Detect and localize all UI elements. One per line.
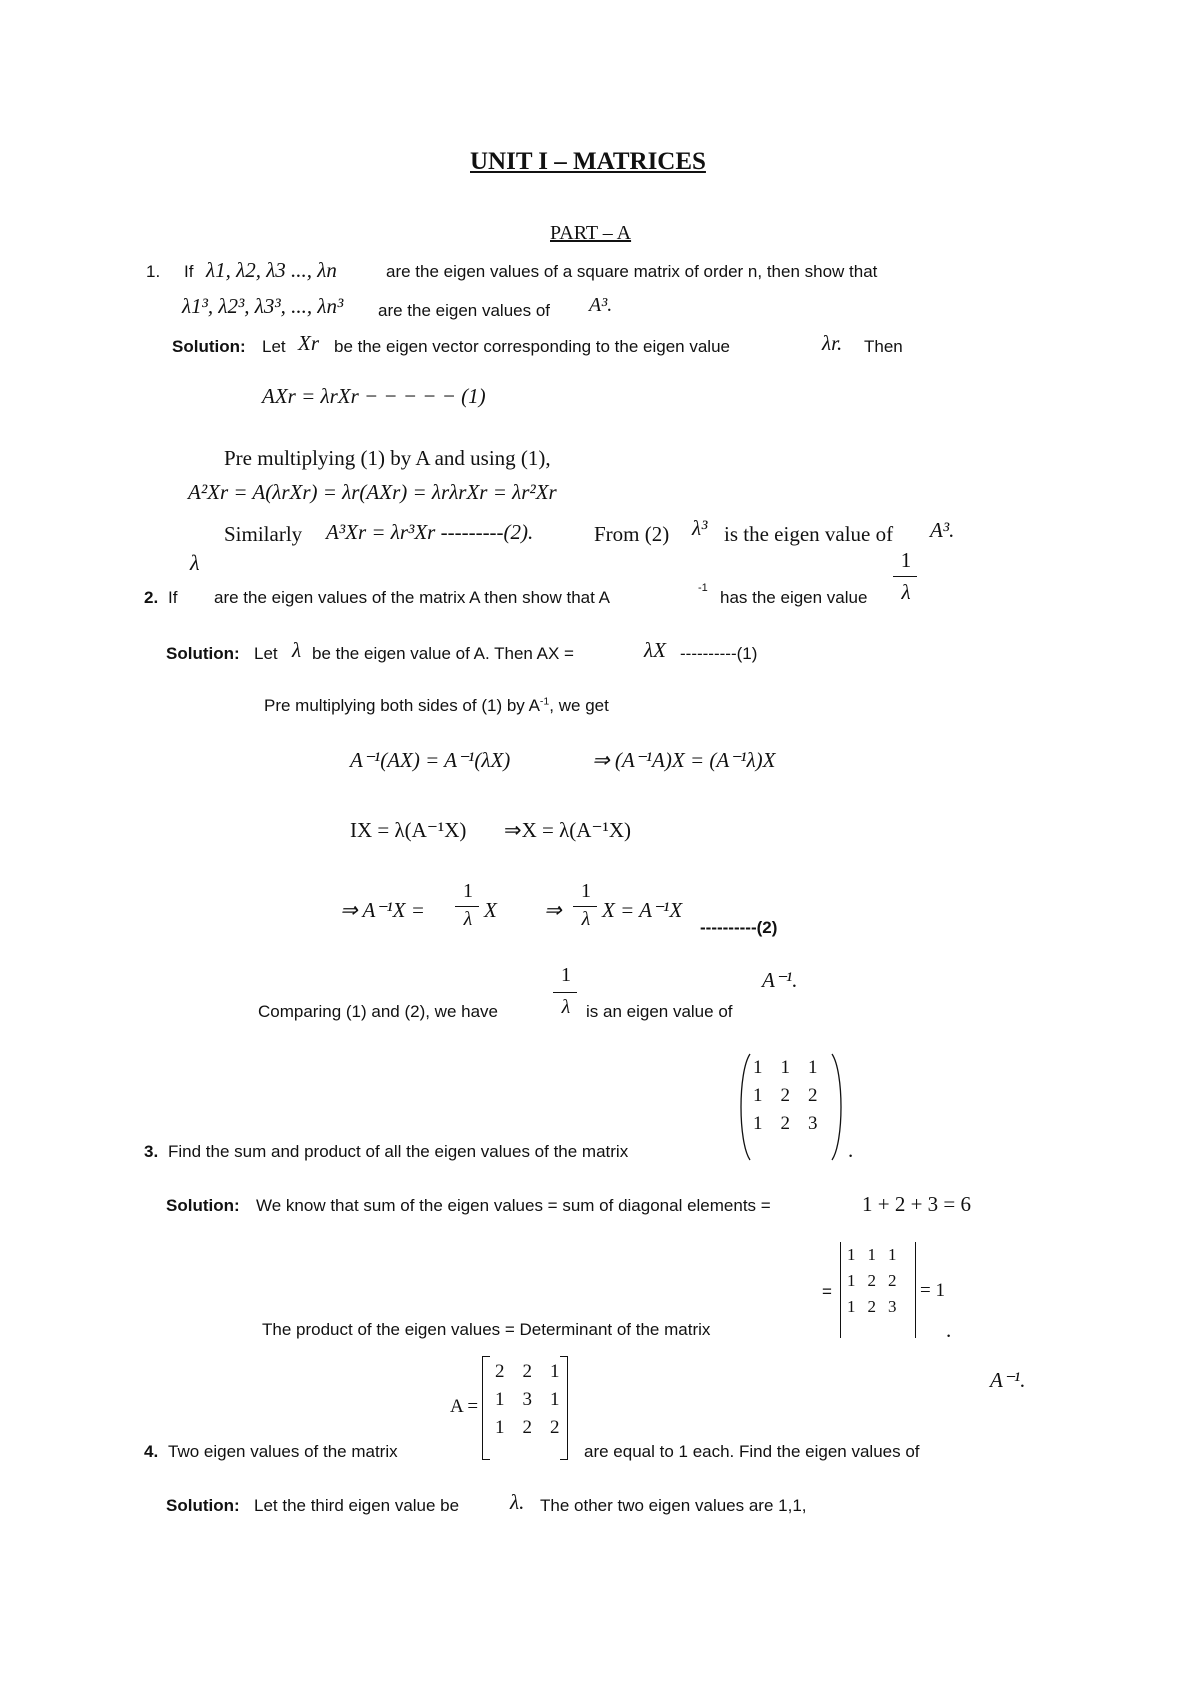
q2-compare: Comparing (1) and (2), we have <box>258 1002 499 1021</box>
q2-sol-eq: ----------(1) <box>680 644 758 663</box>
q1-cubes: λ1³, λ2³, λ3³, ..., λn³ <box>182 294 344 318</box>
q2-stray-lambda: λ <box>190 550 200 575</box>
q1-target: A³. <box>589 294 613 316</box>
q2-line1b: ⇒ (A⁻¹A)X = (A⁻¹λ)X <box>592 748 776 772</box>
q4-m02: 1 <box>550 1361 560 1382</box>
q3-m02: 1 <box>808 1057 818 1078</box>
q1-eq3: A³Xr = λr³Xr ---------(2). <box>326 520 534 544</box>
part-heading: PART – A <box>550 222 632 244</box>
q4-ainv: A⁻¹. <box>990 1368 1026 1392</box>
q4-m01: 2 <box>522 1361 532 1382</box>
q1-text: are the eigen values of a square matrix of order n, then show that <box>386 262 878 281</box>
q2-ainv: A⁻¹. <box>762 968 798 992</box>
q3-determinant <box>840 1242 916 1338</box>
q2-l3b-num: 1 <box>581 880 591 902</box>
q3-m01: 1 <box>780 1057 790 1078</box>
q2-frac-bar <box>893 576 917 577</box>
q4-m11: 3 <box>522 1389 532 1410</box>
q2-line3b-post: X = A⁻¹X <box>602 898 683 922</box>
q3-d02: 1 <box>888 1245 897 1264</box>
q2-text: are the eigen values of the matrix A then show that A <box>214 588 610 607</box>
q2-l3a-den: λ <box>463 908 473 930</box>
q2-line2b: ⇒X = λ(A⁻¹X) <box>504 818 631 842</box>
q2-sol-text2: be the eigen value of A. Then AX = <box>312 644 574 663</box>
q2-compare2: is an eigen value of <box>586 1002 733 1021</box>
q3-d00: 1 <box>847 1245 856 1264</box>
q1-sol-lr: λr. <box>822 331 843 355</box>
q1-number: 1. <box>146 262 161 281</box>
q2-line3a-post: X <box>484 898 497 922</box>
q4-matrix <box>482 1356 568 1460</box>
q2-cmp-num: 1 <box>561 964 571 986</box>
q4-m12: 1 <box>550 1389 560 1410</box>
q2-line3b-pre: ⇒ <box>544 898 562 922</box>
q3-d22: 3 <box>888 1297 897 1316</box>
q3-det-table <box>841 1242 903 1320</box>
q1-text2: are the eigen values of <box>378 301 551 320</box>
q1-sol-then: Then <box>864 337 903 356</box>
q3-sol-text: We know that sum of the eigen values = sum of diagonal elements = <box>256 1196 771 1215</box>
q2-frac-den: λ <box>901 580 911 604</box>
q2-line3a-pre: ⇒ A⁻¹X = <box>340 898 425 922</box>
q1-from2: From (2) <box>594 522 670 546</box>
q3-m12: 2 <box>808 1085 818 1106</box>
q2-premult-text: Pre multiplying both sides of (1) by A <box>264 696 540 715</box>
q2-solution-label: Solution: <box>166 644 240 663</box>
q4-a-label: A = <box>450 1396 479 1417</box>
q3-dot2: . <box>946 1318 952 1342</box>
q2-l3b-den: λ <box>581 908 591 930</box>
q4-solution-label: Solution: <box>166 1496 240 1515</box>
q3-det-result: = 1 <box>920 1280 945 1301</box>
q4-sol-text2: The other two eigen values are 1,1, <box>540 1496 807 1515</box>
q4-m00: 2 <box>495 1361 505 1382</box>
q1-sol-xr: Xr <box>298 331 319 355</box>
q3-sum-expr: 1 + 2 + 3 = 6 <box>862 1192 972 1216</box>
q1-sol-text: be the eigen vector corresponding to the eigen value <box>334 337 730 356</box>
q4-sol-text: Let the third eigen value be <box>254 1496 460 1515</box>
q3-d10: 1 <box>847 1271 856 1290</box>
q3-dot: . <box>848 1138 854 1162</box>
q1-premult: Pre multiplying (1) by A and using (1), <box>224 446 551 470</box>
q1-lambdas: λ1, λ2, λ3 ..., λn <box>206 258 337 282</box>
q3-d11: 2 <box>867 1271 876 1290</box>
q2-if: If <box>168 588 178 607</box>
q3-number: 3. <box>144 1142 159 1161</box>
q4-text: Two eigen values of the matrix <box>168 1442 398 1461</box>
q3-m11: 2 <box>780 1085 790 1106</box>
q2-cmp-bar <box>553 992 577 993</box>
q3-d12: 2 <box>888 1271 897 1290</box>
q1-similarly: Similarly <box>224 522 303 546</box>
q2-l3a-bar <box>455 906 479 907</box>
unit-title: UNIT I – MATRICES <box>470 148 706 175</box>
q4-matrix-table <box>486 1358 569 1442</box>
q3-m00: 1 <box>753 1057 763 1078</box>
q1-lambda3: λ³ <box>692 516 708 540</box>
q2-sol-let: Let <box>254 644 278 663</box>
q4-number: 4. <box>144 1442 159 1461</box>
q2-cmp-den: λ <box>561 996 571 1018</box>
q4-m22: 2 <box>550 1417 560 1438</box>
q2-sol-lambda: λ <box>292 638 302 662</box>
q3-m20: 1 <box>753 1113 763 1134</box>
q1-solution-label: Solution: <box>172 337 246 356</box>
q3-solution-label: Solution: <box>166 1196 240 1215</box>
q1-eq1: AXr = λrXr − − − − − (1) <box>262 384 486 408</box>
q3-matrix-table <box>744 1054 827 1138</box>
q2-premult <box>264 696 609 716</box>
q2-line1a: A⁻¹(AX) = A⁻¹(λX) <box>350 748 511 772</box>
q1-is-eig: is the eigen value of <box>724 522 894 546</box>
q4-text2: are equal to 1 each. Find the eigen values of <box>584 1442 920 1461</box>
q2-inv-sup: -1 <box>698 582 708 594</box>
q3-d01: 1 <box>867 1245 876 1264</box>
q2-line2a: IX = λ(A⁻¹X) <box>350 818 467 842</box>
q3-det-eq: = <box>822 1282 832 1301</box>
q2-l3a-num: 1 <box>463 880 473 902</box>
q3-m10: 1 <box>753 1085 763 1106</box>
q1-if: If <box>184 262 194 281</box>
q3-d21: 2 <box>867 1297 876 1316</box>
q3-text: Find the sum and product of all the eigen values of the matrix <box>168 1142 629 1161</box>
q4-sol-lambda: λ. <box>510 1490 525 1514</box>
q2-premult-end: , we get <box>549 696 609 715</box>
q1-eq2: A²Xr = A(λrXr) = λr(AXr) = λrλrXr = λr²Xr <box>188 480 557 504</box>
q4-m10: 1 <box>495 1389 505 1410</box>
q2-line3-eq: ----------(2) <box>700 918 778 937</box>
q1-a3: A³. <box>930 518 955 542</box>
q3-d20: 1 <box>847 1297 856 1316</box>
q1-sol-let: Let <box>262 337 286 356</box>
q3-m21: 2 <box>780 1113 790 1134</box>
q2-premult-sup: -1 <box>539 695 550 708</box>
q3-prod-text: The product of the eigen values = Determinant of the matrix <box>262 1320 711 1339</box>
q4-m20: 1 <box>495 1417 505 1438</box>
q2-frac-num: 1 <box>900 548 912 572</box>
q2-number: 2. <box>144 588 159 607</box>
q2-sol-lx: λX <box>644 638 666 662</box>
q4-m21: 2 <box>522 1417 532 1438</box>
q3-m22: 3 <box>808 1113 818 1134</box>
q2-text2: has the eigen value <box>720 588 868 607</box>
q2-l3b-bar <box>573 906 597 907</box>
